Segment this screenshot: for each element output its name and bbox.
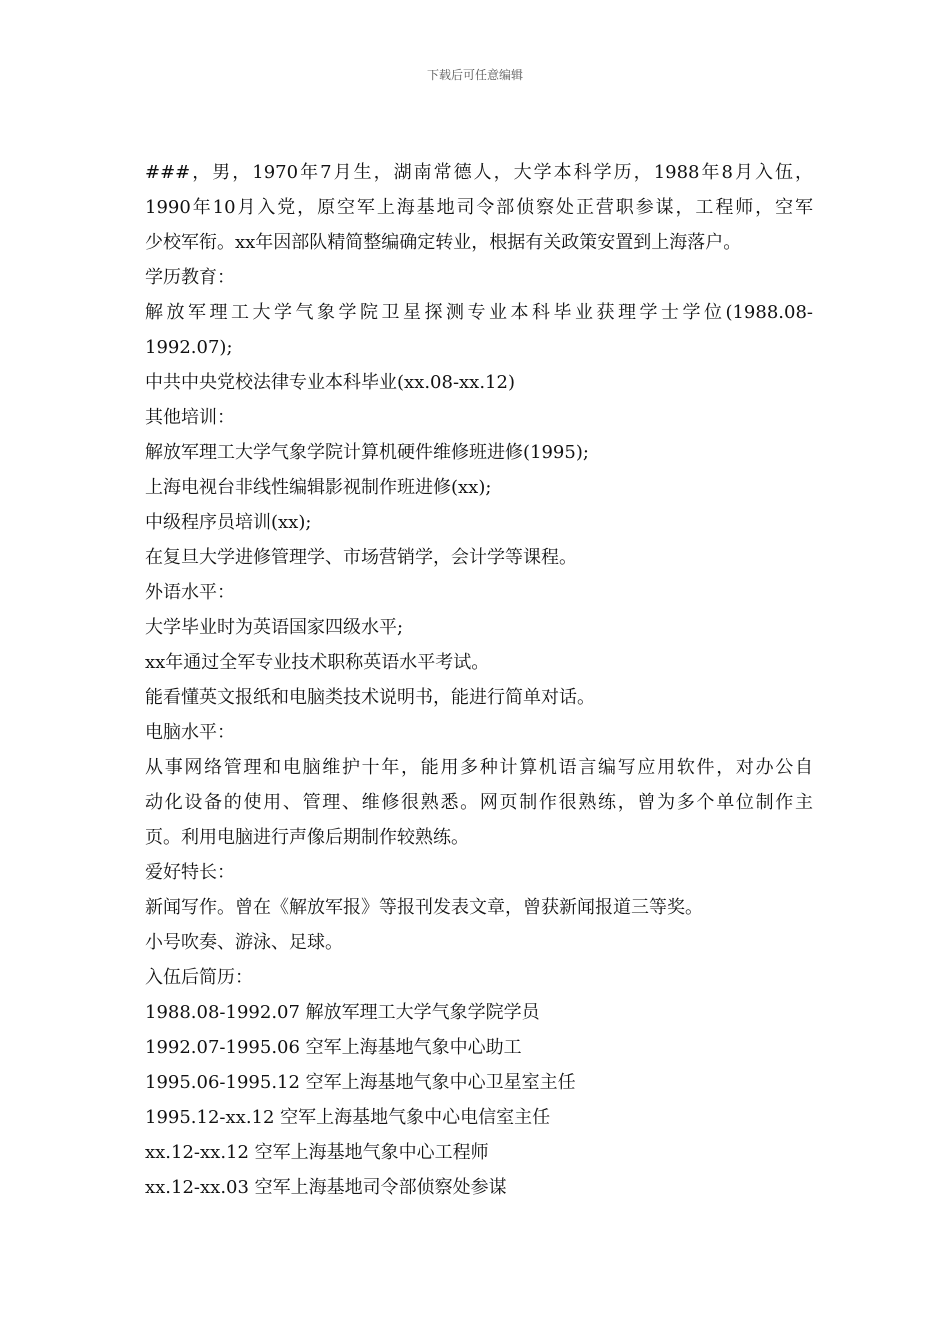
history-entry: 1988.08-1992.07 解放军理工大学气象学院学员: [145, 1002, 540, 1023]
section-heading: 学历教育：: [145, 267, 235, 288]
section-heading: 爱好特长：: [145, 862, 235, 883]
paragraph-line: 能看懂英文报纸和电脑类技术说明书，能进行简单对话。: [145, 687, 595, 708]
history-entry: 1992.07-1995.06 空军上海基地气象中心助工: [145, 1037, 522, 1058]
paragraph-line: 中级程序员培训(xx);: [145, 512, 312, 533]
paragraph-line: 解放军理工大学气象学院卫星探测专业本科毕业获理学士学位(1988.08-: [145, 302, 813, 323]
history-entry: xx.12-xx.03 空军上海基地司令部侦察处参谋: [145, 1177, 507, 1198]
paragraph-line: 小号吹奏、游泳、足球。: [145, 932, 343, 953]
paragraph-line: ###，男，1970年7月生，湖南常德人，大学本科学历，1988年8月入伍，: [145, 162, 813, 183]
history-entry: 1995.12-xx.12 空军上海基地气象中心电信室主任: [145, 1107, 551, 1128]
resume-body: [145, 155, 813, 1205]
paragraph-line: 新闻写作。曾在《解放军报》等报刊发表文章，曾获新闻报道三等奖。: [145, 897, 703, 918]
paragraph-line: 动化设备的使用、管理、维修很熟悉。网页制作很熟练，曾为多个单位制作主: [145, 792, 813, 813]
paragraph-line: 1990年10月入党，原空军上海基地司令部侦察处正营职参谋，工程师，空军: [145, 197, 813, 218]
paragraph-line: 在复旦大学进修管理学、市场营销学，会计学等课程。: [145, 547, 577, 568]
paragraph-line: 上海电视台非线性编辑影视制作班进修(xx);: [145, 477, 492, 498]
paragraph-line: 页。利用电脑进行声像后期制作较熟练。: [145, 827, 469, 848]
paragraph-line: 中共中央党校法律专业本科毕业(xx.08-xx.12): [145, 372, 515, 393]
paragraph-line: 少校军衔。xx年因部队精简整编确定转业，根据有关政策安置到上海落户。: [145, 232, 742, 253]
paragraph-line: 大学毕业时为英语国家四级水平;: [145, 617, 404, 638]
page-header: 下载后可任意编辑: [426, 68, 523, 82]
paragraph-line: 解放军理工大学气象学院计算机硬件维修班进修(1995);: [145, 442, 589, 463]
section-heading: 电脑水平：: [145, 722, 235, 743]
paragraph-line: 1992.07);: [145, 337, 233, 358]
history-entry: xx.12-xx.12 空军上海基地气象中心工程师: [145, 1142, 489, 1163]
section-heading: 外语水平：: [145, 582, 235, 603]
paragraph-line: 从事网络管理和电脑维护十年，能用多种计算机语言编写应用软件，对办公自: [145, 757, 813, 778]
paragraph-line: xx年通过全军专业技术职称英语水平考试。: [145, 652, 490, 673]
history-entry: 1995.06-1995.12 空军上海基地气象中心卫星室主任: [145, 1072, 576, 1093]
section-heading: 其他培训：: [145, 407, 235, 428]
section-heading: 入伍后简历：: [145, 967, 253, 988]
